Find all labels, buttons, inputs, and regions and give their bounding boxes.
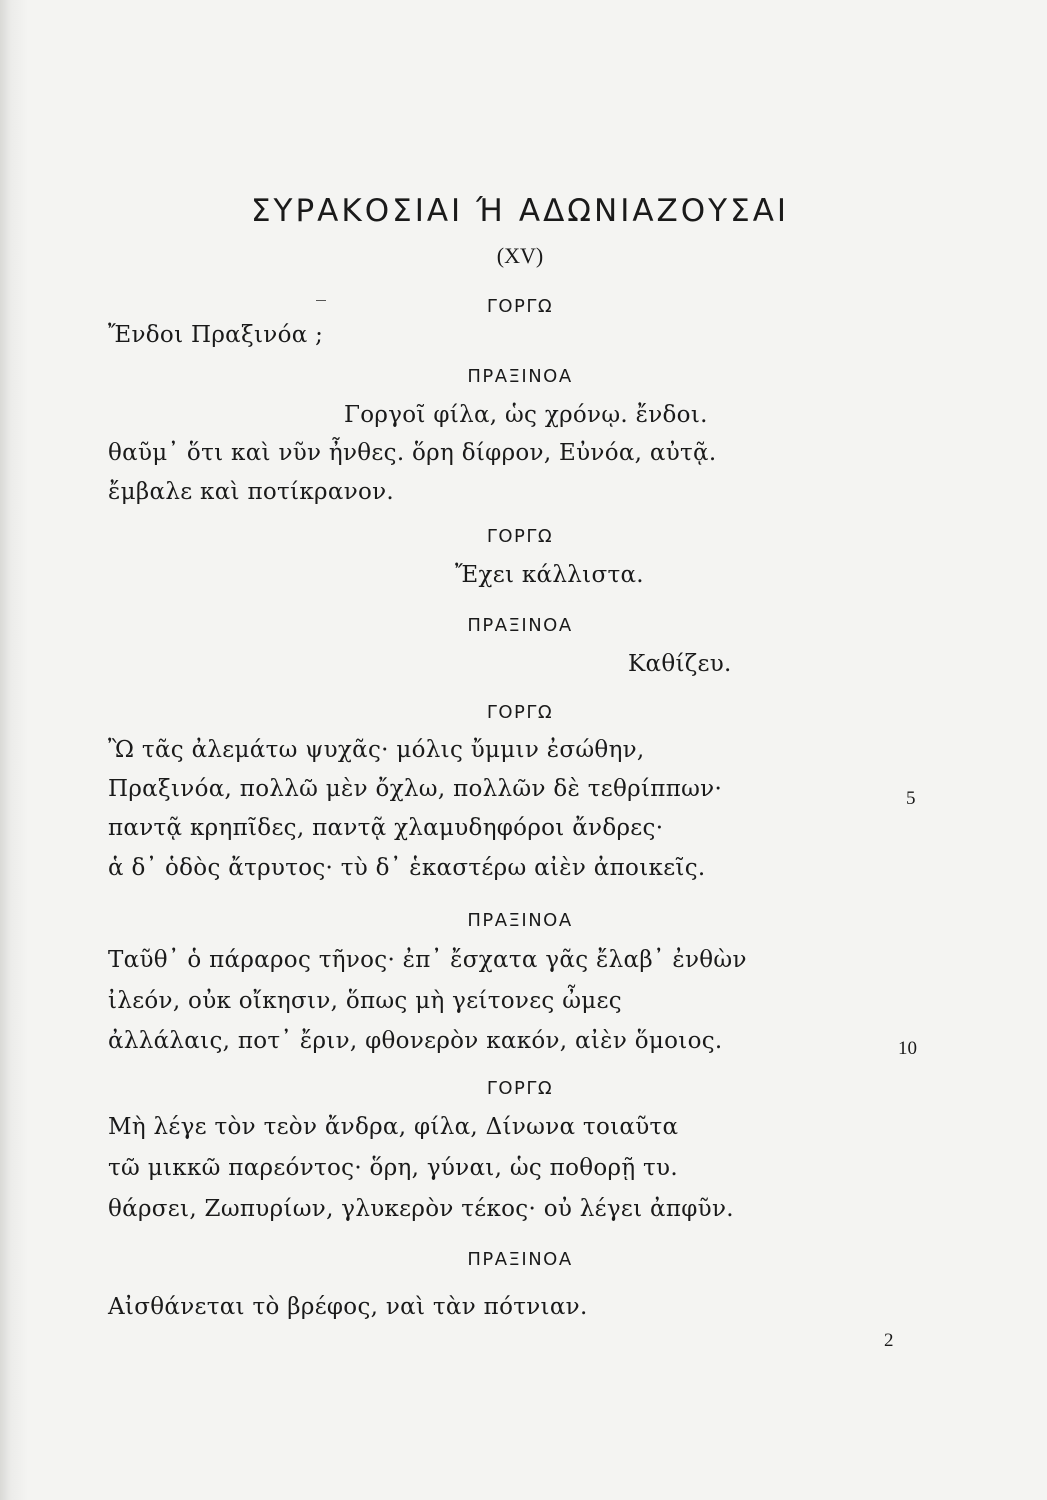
verse-line: Πραξινόα, πολλῶ μὲν ὄχλω, πολλῶν δὲ τεθρίππων· — [108, 776, 723, 802]
verse-line: παντᾷ κρηπῖδες, παντᾷ χλαμυδηφόροι ἄνδρες· — [108, 815, 664, 841]
poem-subtitle: (XV) — [496, 243, 544, 268]
verse-line: ἔμβαλε καὶ ποτίκρανον. — [108, 479, 395, 505]
poem-title: ΣΥΡΑΚΟΣΙΑΙ Ή ΑΔΩΝΙΑΖΟΥΣΑΙ — [250, 193, 790, 229]
verse-line: Μὴ λέγε τὸν τεὸν ἄνδρα, φίλα, Δίνωνα τοιαῦτα — [108, 1114, 679, 1140]
verse-line: ἁ δ᾽ ὁδὸς ἄτρυτος· τὺ δ᾽ ἑκαστέρω αἰὲν ἀποικεῖς. — [108, 855, 706, 881]
verse-line: θαῦμ᾽ ὅτι καὶ νῦν ἦνθες. ὅρη δίφρον, Εὐνόα, αὐτᾷ. — [108, 440, 717, 466]
line-number: 5 — [906, 788, 916, 809]
speaker-label: ΠΡΑΞΙΝΟΑ — [467, 910, 573, 931]
speaker-label: ΓΟΡΓΩ — [486, 702, 554, 723]
verse-line: Ἔνδοι Πραξινόα ; — [108, 322, 324, 348]
verse-line: ἀλλάλαις, ποτ᾽ ἔριν, φθονερὸν κακόν, αἰὲν ὅμοιος. — [108, 1028, 723, 1054]
verse-line: Καθίζευ. — [628, 651, 732, 677]
speaker-label: ΓΟΡΓΩ — [486, 296, 554, 317]
verse-line: Ταῦθ᾽ ὁ πάραρος τῆνος· ἐπ᾽ ἔσχατα γᾶς ἔλαβ᾽ ἐνθὼν — [108, 947, 747, 973]
verse-line: Αἰσθάνεται τὸ βρέφος, ναὶ τὰν πότνιαν. — [108, 1294, 588, 1320]
page-number: 2 — [884, 1330, 894, 1351]
verse-line: Ὢ τᾶς ἀλεμάτω ψυχᾶς· μόλις ὔμμιν ἐσώθην, — [108, 737, 645, 763]
speaker-label: ΠΡΑΞΙΝΟΑ — [467, 1249, 573, 1270]
verse-line: ἰλεόν, οὐκ οἴκησιν, ὅπως μὴ γείτονες ὦμες — [108, 988, 622, 1014]
speaker-label: ΓΟΡΓΩ — [486, 1078, 554, 1099]
verse-line: τῶ μικκῶ παρεόντος· ὅρη, γύναι, ὡς ποθορῇ τυ. — [108, 1155, 678, 1181]
line-number: 10 — [898, 1038, 917, 1059]
speaker-label: ΠΡΑΞΙΝΟΑ — [467, 366, 573, 387]
verse-line: Ἔχει κάλλιστα. — [455, 562, 644, 588]
speaker-label: ΠΡΑΞΙΝΟΑ — [467, 615, 573, 636]
speaker-label: ΓΟΡΓΩ — [486, 526, 554, 547]
verse-line: θάρσει, Ζωπυρίων, γλυκερὸν τέκος· οὐ λέγει ἀπφῦν. — [108, 1196, 734, 1222]
verse-line: Γοργοῖ φίλα, ὡς χρόνῳ. ἔνδοι. — [344, 402, 708, 428]
